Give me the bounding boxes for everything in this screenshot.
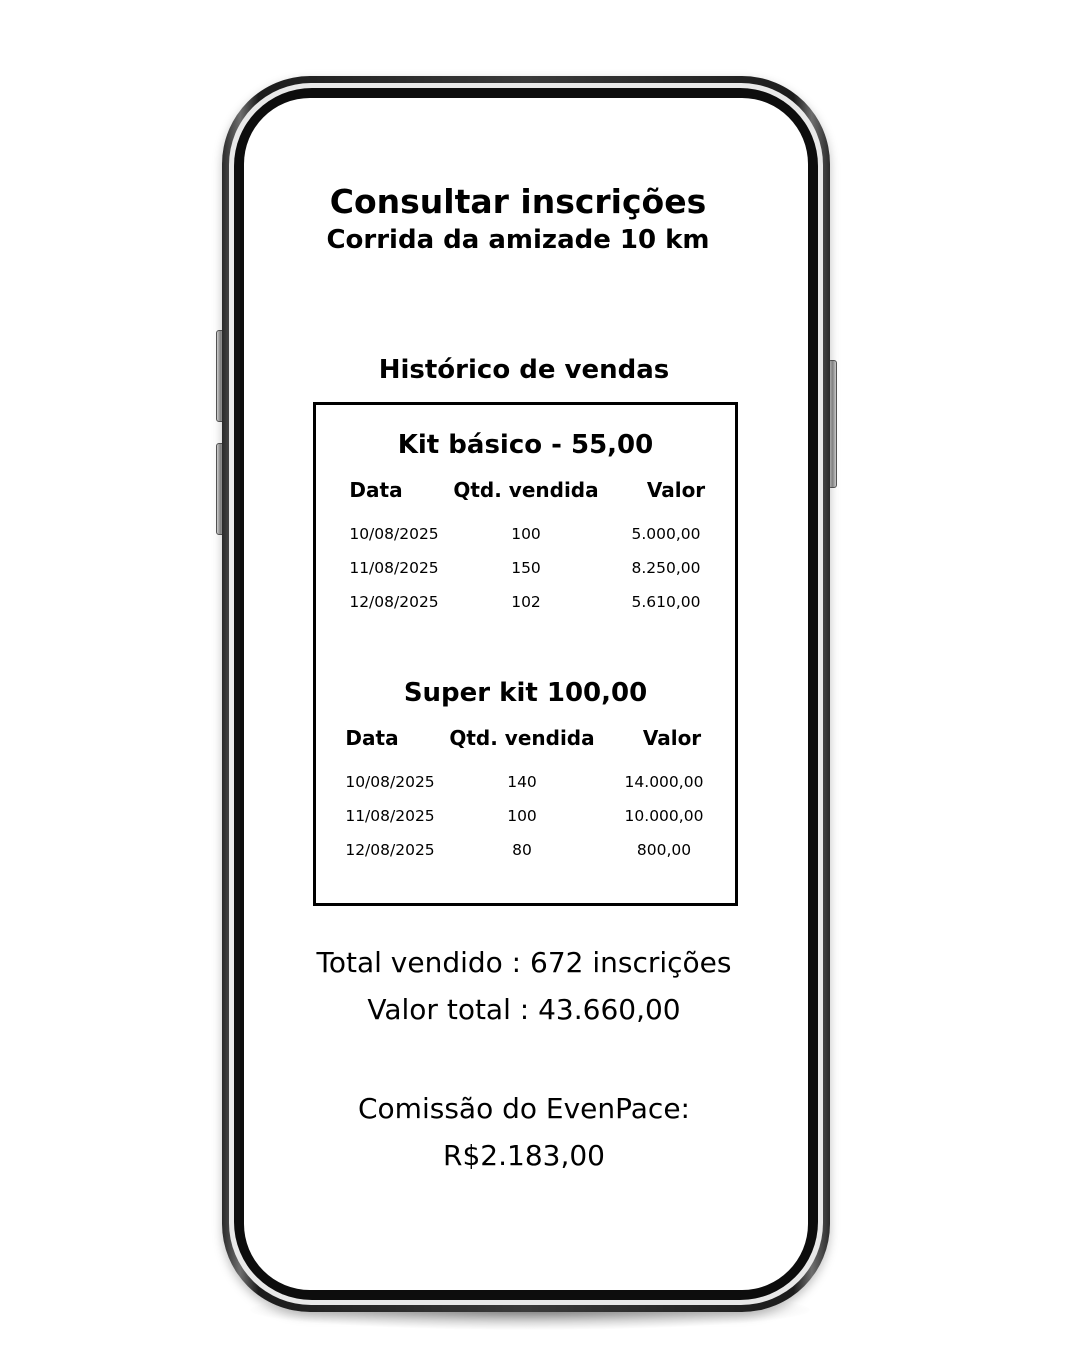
phone-bezel [234,88,818,1300]
table-cell-value: 14.000,00 [624,773,704,791]
sales-history-box [313,402,738,906]
table-cell-date: 12/08/2025 [349,593,439,611]
page-title: Consultar inscrições [329,182,707,221]
table-cell-qty: 100 [511,525,541,543]
event-name: Corrida da amizade 10 km [326,225,710,255]
table-cell-date: 11/08/2025 [349,559,439,577]
column-header-qty: Qtd. vendida [449,726,595,750]
commission-label: Comissão do EvenPace: [358,1092,690,1125]
total-value: Valor total : 43.660,00 [367,993,681,1026]
column-header-value: Valor [646,478,706,502]
super-kit-title: Super kit 100,00 [403,678,648,708]
total-sold: Total vendido : 672 inscrições [316,946,732,979]
column-header-qty: Qtd. vendida [453,478,599,502]
table-cell-qty: 100 [507,807,537,825]
table-cell-date: 11/08/2025 [345,807,435,825]
table-cell-qty: 80 [512,841,532,859]
table-cell-date: 10/08/2025 [349,525,439,543]
phone-mockup [222,76,830,1312]
table-cell-date: 10/08/2025 [345,773,435,791]
column-header-date: Data [349,478,403,502]
table-cell-qty: 150 [511,559,541,577]
table-cell-date: 12/08/2025 [345,841,435,859]
table-cell-qty: 102 [511,593,541,611]
table-cell-value: 8.250,00 [631,559,701,577]
sales-history-title: Histórico de vendas [378,355,670,385]
table-cell-value: 800,00 [636,841,692,859]
table-cell-value: 10.000,00 [624,807,704,825]
phone-screen [244,98,808,1290]
table-cell-value: 5.610,00 [631,593,701,611]
column-header-value: Valor [642,726,702,750]
commission-value: R$2.183,00 [443,1139,605,1172]
kit-basic-title: Kit básico - 55,00 [397,430,654,460]
table-cell-value: 5.000,00 [631,525,701,543]
column-header-date: Data [345,726,399,750]
phone-frame [229,83,823,1305]
table-cell-qty: 140 [507,773,537,791]
